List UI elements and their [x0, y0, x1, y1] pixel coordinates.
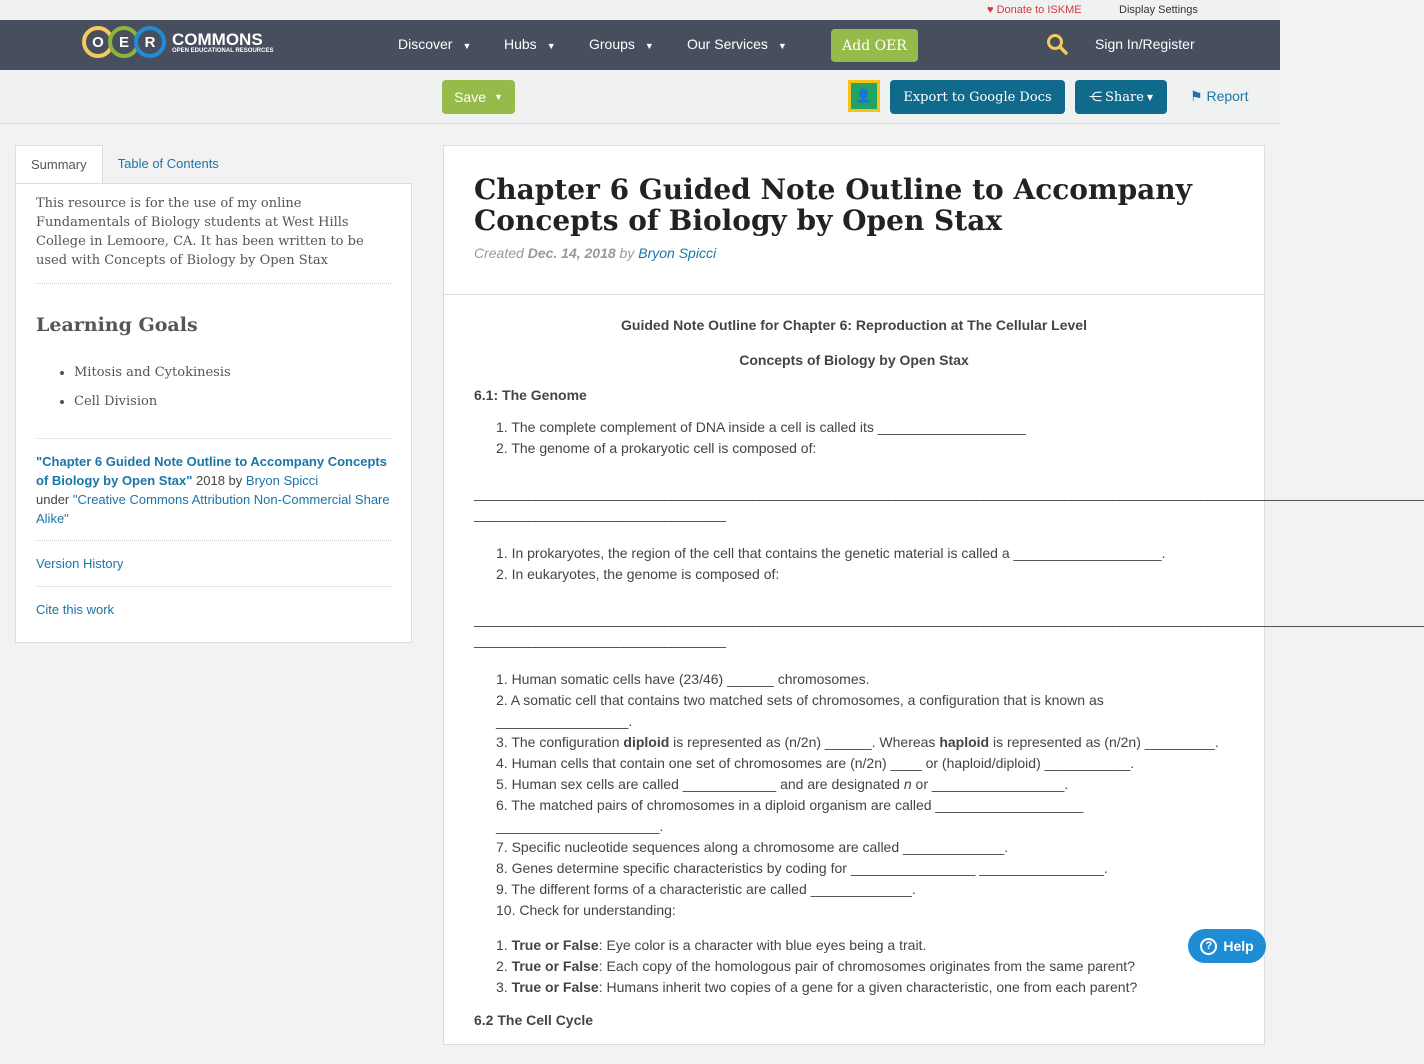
item-text: is represented as (n/2n) ______. Whereas: [669, 734, 940, 750]
outline-list: [474, 543, 1234, 585]
caret-down-icon: ▼: [1146, 92, 1154, 102]
save-button[interactable]: [442, 80, 515, 114]
license-info: [36, 438, 391, 540]
heart-icon: ♥: [987, 4, 994, 16]
item-text: 6. The matched pairs of chromosomes in a diploid organism are called ___________________: [496, 797, 1084, 813]
outline-item: [474, 543, 1234, 564]
spacer: [474, 921, 1234, 935]
outline-item: [474, 711, 1234, 732]
export-google-docs-button[interactable]: Export to Google Docs: [890, 80, 1065, 114]
outline-list: [474, 417, 1234, 459]
save-label: Save: [454, 89, 486, 105]
report-label: Report: [1206, 88, 1249, 104]
item-text: True or False: [511, 958, 599, 974]
share-label: Share: [1104, 89, 1144, 105]
item-text: 2.: [496, 958, 512, 974]
resource-toolbar: [0, 70, 1280, 124]
document-body: [444, 295, 1424, 1064]
outline-item: [474, 837, 1234, 858]
item-text: : Each copy of the homologous pair of chromosomes originates from the same parent?: [598, 958, 1135, 974]
book-heading: Concepts of Biology by Open Stax: [739, 352, 969, 368]
item-text: 4. Human cells that contain one set of chromosomes are (n/2n) ____ or (haploid/diploid) ___________.: [496, 755, 1135, 771]
item-text: 10. Check for understanding:: [496, 902, 676, 918]
by-label: by: [615, 245, 639, 261]
resource-content: [443, 145, 1424, 1045]
item-text: : Humans inherit two copies of a gene for a given characteristic, one from each parent?: [598, 979, 1138, 995]
answer-line: ____________________________________________________________________________________________________________________________________________: [474, 611, 1424, 627]
logo-o: O: [82, 26, 114, 58]
goal-item: • Cell Division: [74, 387, 391, 416]
flag-icon: ⚑: [1190, 88, 1203, 104]
search-icon[interactable]: [1046, 33, 1068, 60]
item-text: 3. The configuration: [496, 734, 624, 750]
author-link[interactable]: Bryon Spicci: [638, 245, 717, 261]
license-link[interactable]: "Creative Commons Attribution Non-Commercial Share Alike": [36, 492, 390, 526]
nav-label: Our Services: [687, 36, 768, 52]
resource-description: This resource is for the use of my online Fundamentals of Biology students at West Hills College in Lemoore, CA. It has been written to be used with Concepts of Biology by Open Stax: [36, 194, 391, 284]
outline-item: [474, 879, 1234, 900]
item-text: is represented as (n/2n) _________.: [989, 734, 1219, 750]
outline-item: [474, 417, 1234, 438]
logo-title: COMMONS: [172, 29, 263, 49]
answer-line: _____________________________________: [474, 632, 726, 648]
share-button[interactable]: [1075, 80, 1167, 114]
item-text: True or False: [511, 937, 599, 953]
summary-panel: [15, 183, 412, 643]
nav-label: Groups: [589, 36, 635, 52]
learning-goals-title: Learning Goals: [36, 314, 198, 336]
item-text: 3.: [496, 979, 512, 995]
outline-item: [474, 774, 1234, 795]
oer-commons-logo[interactable]: [82, 26, 273, 58]
report-link[interactable]: [1190, 88, 1248, 105]
page-title: Chapter 6 Guided Note Outline to Accompany Concepts of Biology by Open Stax: [474, 173, 1192, 237]
item-text: or _________________.: [911, 776, 1069, 792]
spacer: [474, 525, 1234, 543]
spacer: [474, 651, 1234, 669]
license-under: under: [36, 492, 73, 507]
logo-e: E: [108, 26, 140, 58]
tab-summary[interactable]: Summary: [15, 145, 103, 184]
caret-down-icon: ▼: [494, 92, 503, 102]
outline-item: [474, 956, 1234, 977]
item-text: 2. In eukaryotes, the genome is composed of:: [496, 566, 780, 582]
item-text: True or False: [511, 979, 599, 995]
logo-r: R: [134, 26, 166, 58]
spacer: [474, 585, 1234, 609]
outline-item: [474, 977, 1234, 998]
chevron-down-icon: ▼: [462, 41, 472, 51]
item-text: diploid: [623, 734, 670, 750]
item-text: 2. A somatic cell that contains two matched sets of chromosomes, a configuration that is known as: [496, 692, 1104, 708]
learning-goals-list: [74, 358, 391, 416]
answer-lines: [474, 609, 1424, 651]
item-text: 8. Genes determine specific characteristics by coding for ________________ ________________.: [496, 860, 1108, 876]
answer-line: _____________________________________: [474, 506, 726, 522]
tab-table-of-contents[interactable]: Table of Contents: [117, 156, 219, 171]
section-heading: 6.1: The Genome: [474, 387, 587, 403]
item-text: 5. Human sex cells are called ____________ and are designated: [496, 776, 904, 792]
outline-item: [474, 900, 1234, 921]
outline-list: [474, 935, 1234, 998]
outline-item: [474, 564, 1234, 585]
chevron-down-icon: ▼: [546, 41, 556, 51]
item-text: 1.: [496, 937, 512, 953]
outline-item: [474, 858, 1234, 879]
goal-item: • Mitosis and Cytokinesis: [74, 358, 391, 387]
nav-label: Hubs: [504, 36, 537, 52]
help-button[interactable]: [1188, 929, 1266, 963]
item-text: haploid: [939, 734, 990, 750]
sidebar-tabs: [15, 145, 234, 184]
item-text: 1. In prokaryotes, the region of the cell that contains the genetic material is called a ___________________.: [496, 545, 1166, 561]
add-oer-button[interactable]: Add OER: [831, 29, 918, 62]
answer-lines: [474, 483, 1424, 525]
chevron-down-icon: ▼: [644, 41, 654, 51]
outline-item: [474, 669, 1234, 690]
outline-list: [474, 669, 1234, 921]
item-text: 9. The different forms of a characteristic are called _____________.: [496, 881, 916, 897]
google-classroom-icon[interactable]: 👤: [848, 80, 880, 112]
item-text: 1. The complete complement of DNA inside a cell is called its ___________________: [496, 419, 1026, 435]
chevron-down-icon: ▼: [777, 41, 787, 51]
help-label: Help: [1223, 938, 1254, 954]
work-title-link[interactable]: "Chapter 6 Guided Note Outline to Accompany Concepts of Biology by Open Stax": [36, 454, 387, 488]
item-text: 2. The genome of a prokaryotic cell is composed of:: [496, 440, 817, 456]
item-text: : Eye color is a character with blue eyes being a trait.: [598, 937, 927, 953]
created-label: Created: [474, 245, 528, 261]
outline-heading: Guided Note Outline for Chapter 6: Reproduction at The Cellular Level: [621, 317, 1087, 333]
resource-meta: [474, 245, 1234, 261]
donate-link[interactable]: [987, 4, 1082, 16]
item-text: _________________.: [496, 713, 633, 729]
nav-hubs[interactable]: [504, 36, 556, 52]
cite-work-link[interactable]: Cite this work: [36, 602, 115, 617]
logo-subtitle: OPEN EDUCATIONAL RESOURCES: [172, 47, 274, 54]
outline-item: [474, 795, 1234, 816]
answer-line: ____________________________________________________________________________________________________________________________________________: [474, 485, 1424, 501]
outline-item: [474, 438, 1234, 459]
nav-discover[interactable]: [398, 36, 471, 52]
license-year: 2018 by: [192, 473, 246, 488]
nav-label: Discover: [398, 36, 453, 52]
sign-in-register-link[interactable]: Sign In/Register: [1095, 36, 1195, 52]
item-text: 7. Specific nucleotide sequences along a chromosome are called _____________.: [496, 839, 1009, 855]
outline-item: [474, 753, 1234, 774]
resource-header: [444, 146, 1264, 295]
outline-item: [474, 690, 1234, 711]
outline-item: [474, 935, 1234, 956]
donate-label: Donate to ISKME: [996, 4, 1082, 16]
item-text: _____________________.: [496, 818, 664, 834]
outline-item: [474, 732, 1234, 753]
display-settings-link[interactable]: Display Settings: [1119, 4, 1198, 16]
author-link[interactable]: Bryon Spicci: [245, 473, 319, 488]
version-history-link[interactable]: Version History: [36, 556, 124, 571]
outline-item: [474, 816, 1234, 837]
main-nav: [0, 20, 1280, 70]
nav-groups[interactable]: [589, 36, 654, 52]
utility-bar: [0, 0, 1280, 20]
spacer: [474, 459, 1234, 483]
share-icon: ⋲: [1088, 89, 1102, 105]
created-date: Dec. 14, 2018: [527, 245, 616, 261]
section-heading: 6.2 The Cell Cycle: [474, 1012, 594, 1028]
question-icon: ?: [1200, 938, 1217, 955]
item-text: n: [903, 776, 912, 792]
item-text: 1. Human somatic cells have (23/46) ______ chromosomes.: [496, 671, 870, 687]
nav-our-services[interactable]: [687, 36, 787, 52]
